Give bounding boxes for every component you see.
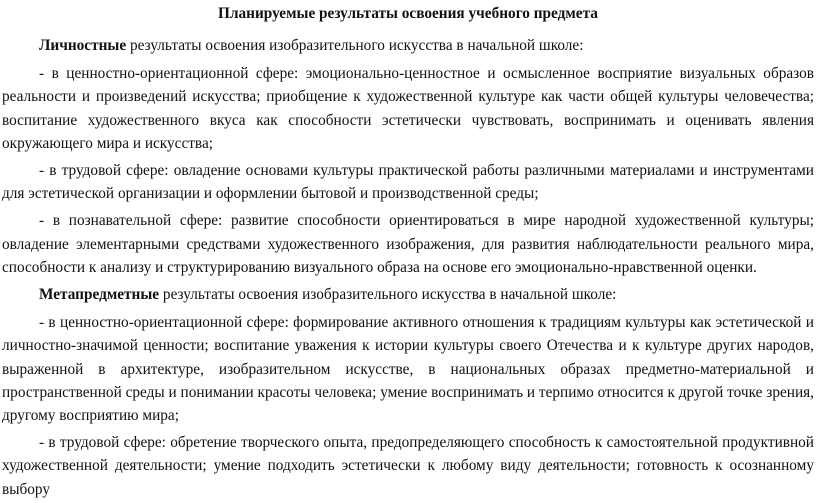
personal-item-labor: - в трудовой сфере: овладение основами культуры практической работы различными материалами и инструментами для эстетической организации и оформлении бытовой и производственной среды;	[2, 162, 814, 203]
personal-item-value-orientation: - в ценностно-ориентационной сфере: эмоционально-ценностное и осмысленное восприятие визуальных образов реальности и произведений искусства; приобщение к художественной культуре как части общей культуры человечества; воспитание художественного вкуса как способности эстетически чувствовать, воспринимать и оценивать явления окружающего мира и искусства;	[2, 65, 814, 152]
document-title: Планируемые результаты освоения учебного предмета	[218, 5, 598, 22]
personal-results-heading	[2, 34, 814, 57]
personal-heading-bold: Личностные	[39, 37, 127, 54]
personal-item-cognitive: - в познавательной сфере: развитие способности ориентироваться в мире народной художественной культуры; овладение элементарными средствами художественного изображения, для развития наблюдательности реального мира, способности к анализу и структурированию визуального образа на основе его эмоционально-нравственной оценки.	[2, 212, 814, 276]
metasubject-item-value-orientation: - в ценностно-ориентационной сфере: формирование активного отношения к традициям культуры как эстетической и личностно-значимой ценности; воспитание уважения к истории культуры своего Отечества и к культуре других народов, выраженной в архитектуре, изобразительном искусстве, в национальных образах предметно-материальной и пространственной среды и понимании красоты человека; умение воспринимать и терпимо относится к другой точке зрения, другому восприятию мира;	[2, 314, 814, 425]
metasubject-heading-rest: результаты освоения изобразительного искусства в начальной школе:	[159, 286, 617, 304]
metasubject-heading-bold: Метапредметные	[39, 286, 160, 304]
personal-heading-rest: результаты освоения изобразительного искусства в начальной школе:	[126, 37, 584, 54]
metasubject-item-labor: - в трудовой сфере: обретение творческого опыта, предопределяющего способность к самостоятельной продуктивной художественной деятельности; умение подходить эстетически к любому виду деятельности; готовность к осознанному выбору	[2, 434, 814, 498]
metasubject-results-heading	[2, 283, 814, 306]
